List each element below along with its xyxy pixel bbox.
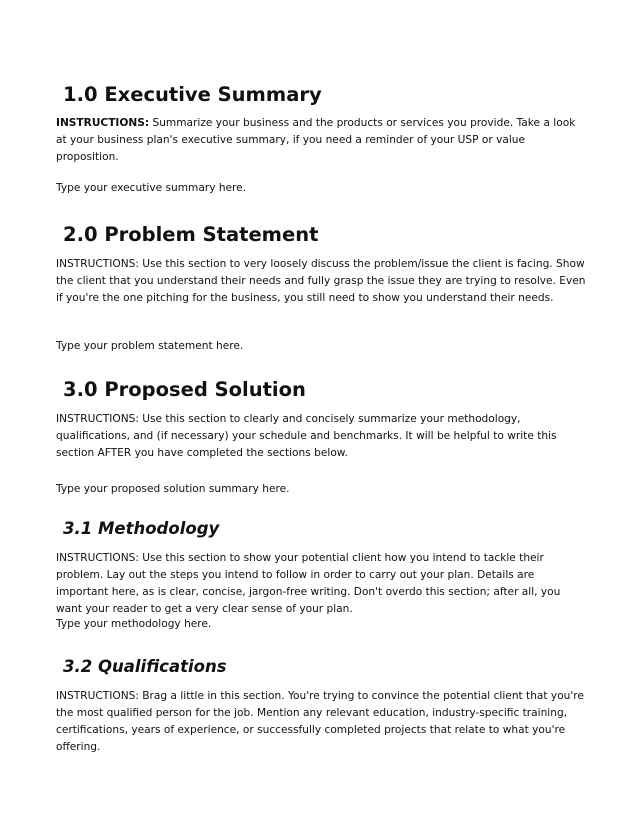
problem-statement-placeholder[interactable]: Type your problem statement here. <box>56 340 244 352</box>
heading-executive-summary: 1.0 Executive Summary <box>63 83 322 106</box>
proposed-solution-placeholder[interactable]: Type your proposed solution summary here. <box>56 483 290 495</box>
executive-summary-instructions <box>56 115 588 166</box>
heading-methodology: 3.1 Methodology <box>63 519 220 538</box>
heading-problem-statement: 2.0 Problem Statement <box>63 223 319 246</box>
instructions-label: INSTRUCTIONS: <box>56 117 150 129</box>
problem-statement-instructions: INSTRUCTIONS: Use this section to very loosely discuss the problem/issue the client is facing. Show the client that you understand their needs and fully grasp the issue they are trying to resolve. Even if you're the one pitching for the business, you still need to show you understand their needs. <box>56 258 586 304</box>
heading-proposed-solution: 3.0 Proposed Solution <box>63 378 306 401</box>
heading-qualifications: 3.2 Qualifications <box>63 657 227 676</box>
executive-summary-placeholder[interactable]: Type your executive summary here. <box>56 182 247 194</box>
qualifications-instructions: INSTRUCTIONS: Brag a little in this section. You're trying to convince the potential client that you're the most qualified person for the job. Mention any relevant education, industry-specific training, certifications, years of experience, or successfully completed projects that relate to what you're offering. <box>56 690 584 753</box>
methodology-instructions: INSTRUCTIONS: Use this section to show your potential client how you intend to tackle their problem. Lay out the steps you intend to follow in order to carry out your plan. Details are important here, as is clear, concise, jargon-free writing. Don't overdo this section; after all, you want your reader to get a very clear sense of your plan. <box>56 552 561 615</box>
proposed-solution-instructions: INSTRUCTIONS: Use this section to clearly and concisely summarize your methodology, qualifications, and (if necessary) your schedule and benchmarks. It will be helpful to write this section AFTER you have completed the sections below. <box>56 413 557 459</box>
methodology-placeholder[interactable]: Type your methodology here. <box>56 618 212 630</box>
instructions-text: Summarize your business and the products or services you provide. Take a look at your business plan's executive summary, if you need a reminder of your USP or value proposition. <box>56 117 576 163</box>
